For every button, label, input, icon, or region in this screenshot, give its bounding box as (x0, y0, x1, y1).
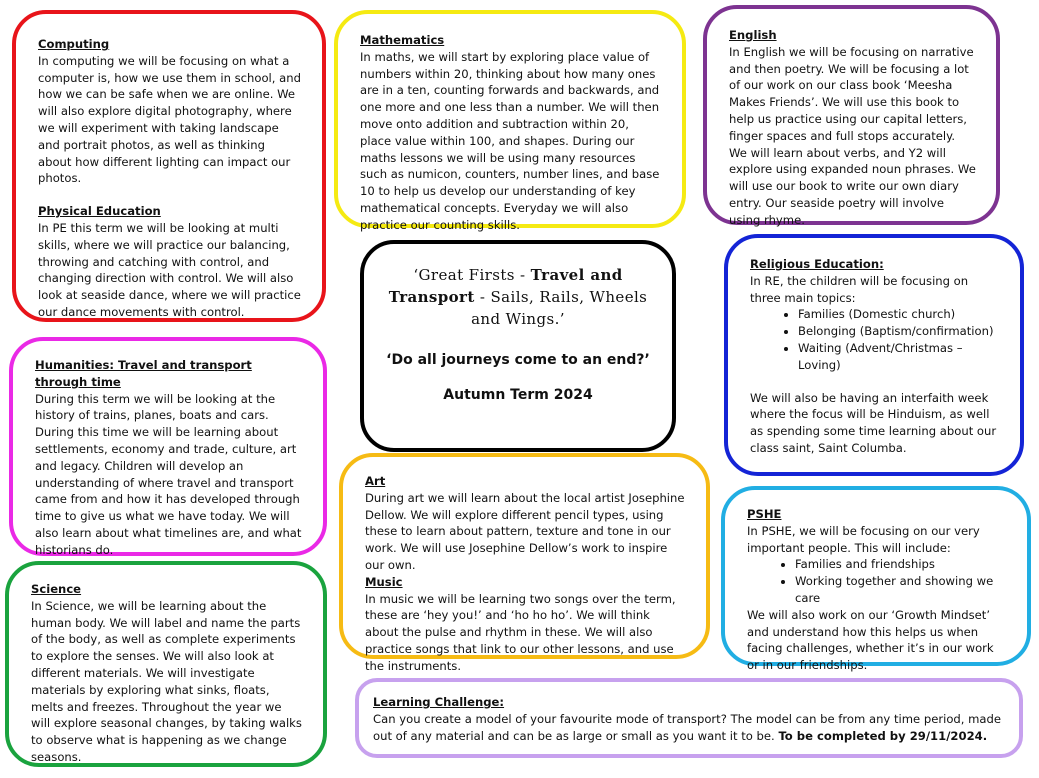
big-question: ‘Do all journeys come to an end?’ (386, 352, 650, 368)
maths-text: In maths, we will start by exploring place value of numbers within 20, thinking about how many ones are in a ten, counting forwards and backwards, and one more and one less than a number. We will then move onto addition and subtraction within 20, place value within 100, and shapes. During our maths lessons we will be using many resources such as numicon, counters, number lines, and base 10 to help us develop our understanding of key mathematical concepts. Everyday we will also practice our counting skills. (360, 49, 660, 232)
challenge-heading: Learning Challenge: (373, 695, 505, 709)
re-intro: In RE, the children will be focusing on three main topics: (750, 273, 969, 305)
challenge-body (373, 711, 1005, 745)
pe-text: In PE this term we will be looking at multi skills, where we will practice our balancing, throwing and catching with control, and changing direction with control. We will also look at seaside dance, where we will practice our dance movements with control. (38, 220, 301, 319)
challenge-text: Can you create a model of your favourite mode of transport? The model can be from any time period, made out of any material and can be as large or small as you want it to be. (373, 711, 1002, 743)
art-text: During art we will learn about the local artist Josephine Dellow. We will explore different pencil types, using these to learn about pattern, texture and tone in our work. We will use Josephine Dellow’s work to inspire our own. (365, 490, 685, 572)
pshe-item: • Families and friendships (795, 556, 1007, 573)
re-topic-item: • Waiting (Advent/Christmas – Loving) (798, 340, 1000, 374)
re-topic-item: • Belonging (Baptism/confirmation) (798, 323, 1000, 340)
pshe-item: • Working together and showing we care (795, 573, 1007, 607)
title-part-3: - Sails, Rails, Wheels and Wings.’ (471, 288, 648, 328)
re-box (724, 234, 1024, 476)
pshe-list (747, 556, 1007, 606)
computing-heading: Computing (38, 37, 110, 51)
pshe-intro: In PSHE, we will be focusing on our very important people. This will include: (747, 523, 980, 555)
pshe-text: We will also work on our ‘Growth Mindset’ and understand how this helps us when facing challenges, whether it’s in our work or in our friendships. (747, 607, 994, 673)
art-heading: Art (365, 474, 386, 488)
re-topics-list (750, 306, 1000, 373)
computing-text: In computing we will be focusing on what a computer is, how we use them in school, and how we can be safe when we are online. We will also explore digital photography, where we will experiment with taking landscape and portrait photos, as well as thinking about how different lighting can impact our photos. (38, 53, 301, 186)
pe-heading: Physical Education (38, 204, 161, 219)
challenge-deadline: To be completed by 29/11/2024. (778, 728, 988, 743)
pshe-heading: PSHE (747, 507, 782, 521)
english-text: In English we will be focusing on narrative and then poetry. We will be focusing a lot of our work on our class book ‘Meesha Makes Friends’. We will use this book to help us practice using our capital letters, finger spaces and full stops accurately. We will learn about verbs, and Y2 will explore using expanded noun phrases. We will use our book to write our own diary entry. Our seaside poetry will involve using rhyme. (729, 44, 976, 227)
humanities-text: During this term we will be looking at the history of trains, planes, boats and cars. During this time we will be learning about settlements, economy and trade, culture, art and legacy. Children will develop an understanding of where travel and transport came from and how it has developed through time to give us what we have today. We will also learn about what timelines are, and what historians do. (35, 391, 302, 557)
re-topic-item: • Families (Domestic church) (798, 306, 1000, 323)
maths-heading: Mathematics (360, 33, 445, 47)
english-heading: English (729, 28, 777, 42)
music-heading: Music (365, 574, 403, 589)
re-text: We will also be having an interfaith week where the focus will be Hinduism, as well as spending some time learning about our class saint, Saint Columba. (750, 390, 997, 455)
title-part-2: Travel and Transport (388, 266, 623, 306)
art-box (339, 453, 710, 673)
science-box (5, 561, 327, 767)
title-part-1: ‘Great Firsts - (413, 266, 531, 284)
re-heading: Religious Education: (750, 257, 884, 271)
science-heading: Science (31, 582, 82, 596)
science-text: In Science, we will be learning about the human body. We will label and name the parts of the body, as well as complete experiments to explore the senses. We will also look at different materials. We will investigate materials by exploring what sinks, floats, melts and freezes. Throughout the year we will explore seasonal changes, by taking walks to observe what is happening as we change seasons. (31, 598, 302, 764)
humanities-box (9, 337, 327, 556)
pshe-box (721, 486, 1031, 673)
maths-box (334, 10, 686, 232)
humanities-heading: Humanities: Travel and transport through time (35, 358, 252, 389)
term-label: Autumn Term 2024 (443, 386, 593, 403)
music-text: In music we will be learning two songs over the term, these are ‘hey you!’ and ‘ho ho ho’. We will think about the pulse and rhythm in these. We will also practice songs that link to our other lessons, and use the instruments. (365, 591, 676, 673)
challenge-box (355, 678, 1023, 758)
topic-title (378, 264, 658, 330)
english-box (703, 5, 1000, 225)
title-box (360, 240, 676, 452)
computing-box (12, 10, 326, 322)
